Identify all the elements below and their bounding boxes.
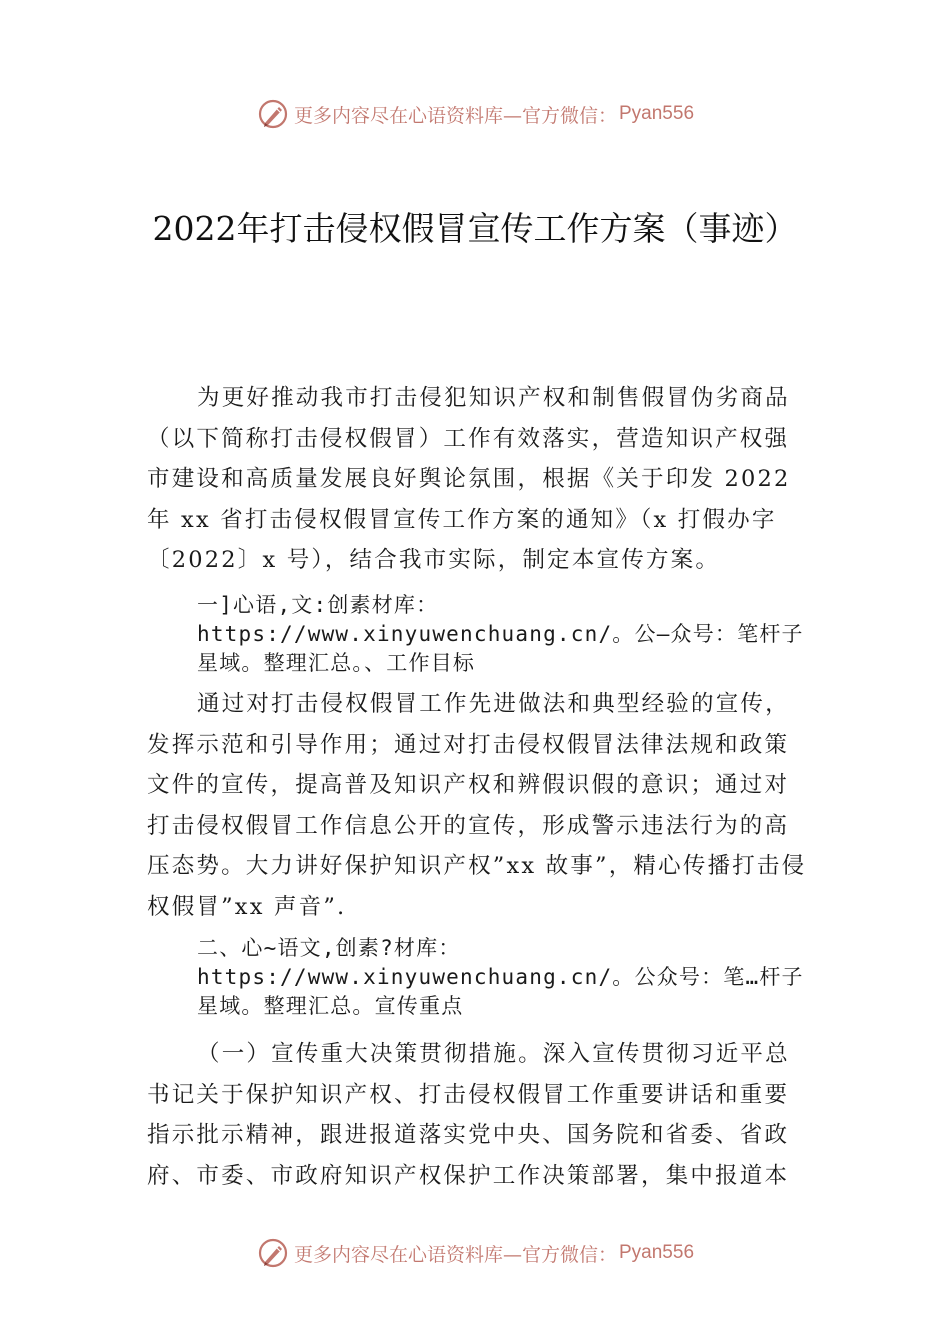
wechat-id: Pyan556 [619,103,695,124]
intro-paragraph [147,378,807,581]
section-heading-1 [147,591,807,678]
heading-text: 二、心~语文,创素?材库：https://www.xinyuwenchuang.cn/。公众号：笔…杆子星域。整理汇总。宣传重点 [197,936,804,1018]
header-watermark [0,94,950,134]
paragraph: 为更好推动我市打击侵犯知识产权和制售假冒伪劣商品（以下简称打击侵权假冒）工作有效落实，营造知识产权强市建设和高质量发展良好舆论氛围，根据《关于印发 2022 年 xx 省打击侵权假冒宣传工作方案的通知》（x 打假办字〔2022〕x 号），结合我市实际，制定本宣传方案。 [147,385,791,573]
red-pen-logo-icon [256,97,290,131]
heading-text: 一]心语,文:创素材库：https://www.xinyuwenchuang.cn/。公—众号：笔杆子星域。整理汇总。、工作目标 [197,593,804,675]
wechat-id: Pyan556 [619,1242,695,1263]
paragraph: （一）宣传重大决策贯彻措施。深入宣传贯彻习近平总书记关于保护知识产权、打击侵权假冒工作重要讲话和重要指示批示精神，跟进报道落实党中央、国务院和省委、省政府、市委、市政府知识产权保护工作决策部署，集中报道本 [147,1041,790,1189]
goals-paragraph [147,684,807,927]
focus-paragraph [147,1034,807,1196]
section-heading-2 [147,934,807,1021]
paragraph: 通过对打击侵权假冒工作先进做法和典型经验的宣传，发挥示范和引导作用；通过对打击侵权假冒法律法规和政策文件的宣传，提高普及知识产权和辨假识假的意识；通过对打击侵权假冒工作信息公开的宣传，形成警示违法行为的高压态势。大力讲好保护知识产权”xx 故事”，精心传播打击侵权假冒”xx 声音”. [147,691,807,920]
document-title: 2022年打击侵权假冒宣传工作方案（事迹） [152,209,798,248]
watermark-text: 更多内容尽在心语资料库—官方微信： [293,104,617,127]
red-pen-logo-icon [256,1236,290,1270]
watermark-text: 更多内容尽在心语资料库—官方微信： [293,1243,617,1266]
footer-watermark [0,1233,950,1273]
